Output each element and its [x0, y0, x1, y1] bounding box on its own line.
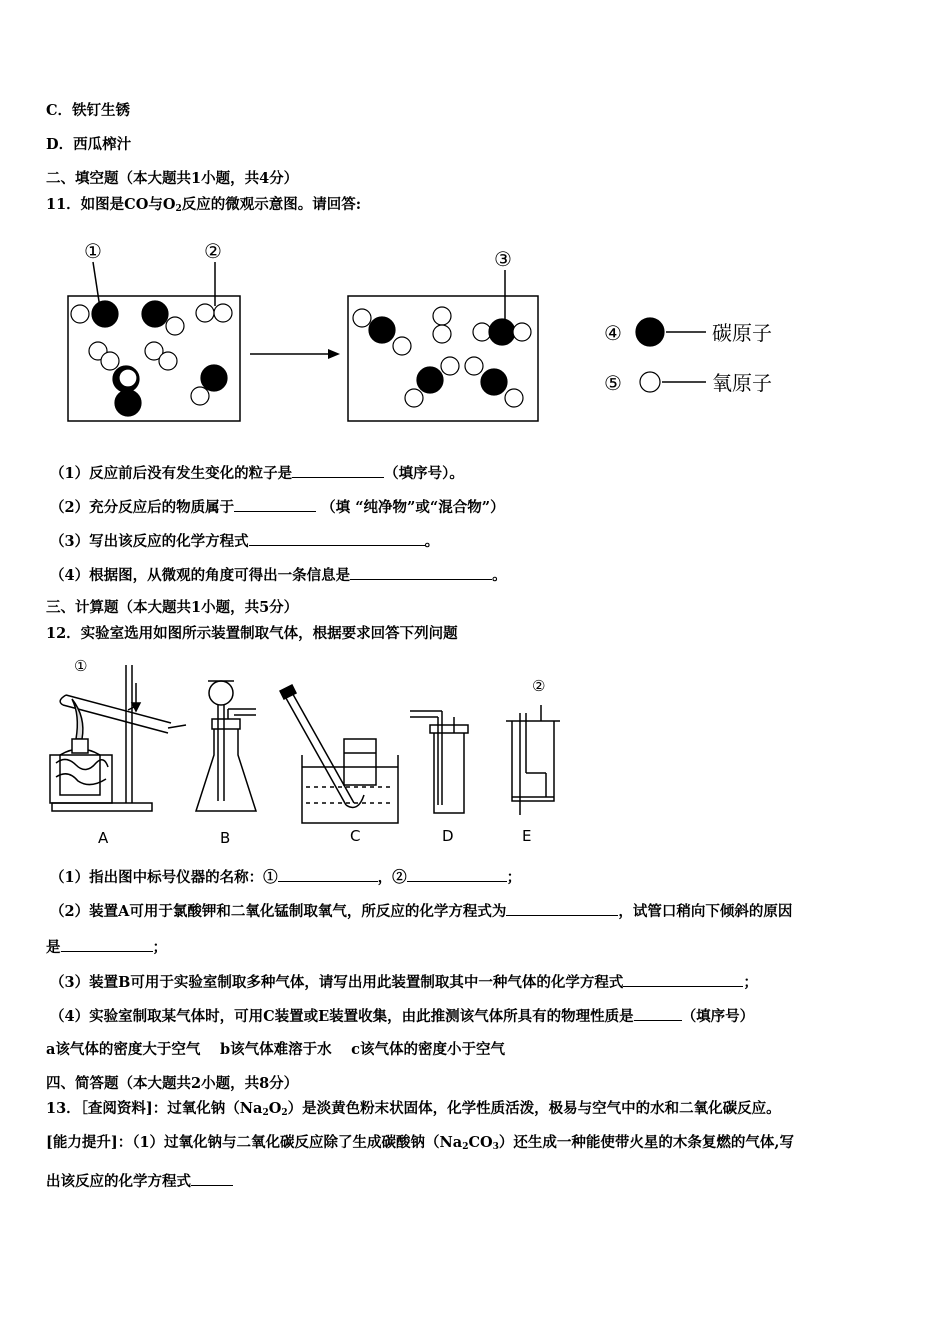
answer-blank[interactable] — [623, 971, 743, 987]
apparatus-d: D — [442, 827, 454, 845]
q12-sub2: （2）装置A可用于氯酸钾和二氧化锰制取氧气，所反应的化学方程式为 ，试管口稍向下倾斜的原因 — [50, 900, 792, 922]
answer-blank[interactable] — [634, 1005, 682, 1021]
answer-blank[interactable] — [292, 462, 384, 478]
q12-sub1: （1）指出图中标号仪器的名称：① ，② ； — [50, 866, 521, 888]
answer-blank[interactable] — [407, 866, 507, 882]
legend-oxygen: 氧原子 — [712, 371, 772, 395]
question-11-stem: 11．如图是CO与$O_2$反应的微观示意图。请回答: — [46, 196, 362, 214]
reaction-diagram — [60, 236, 790, 431]
q11-sub4: （4）根据图，从微观的角度可得出一条信息是 。 — [50, 564, 507, 586]
apparatus-label-2: ② — [532, 677, 546, 695]
answer-blank[interactable] — [350, 564, 492, 580]
apparatus-e: E — [522, 827, 532, 845]
option-c: C．铁钉生锈 — [46, 102, 131, 119]
label-1: ① — [84, 239, 102, 263]
section-heading-calc: 三、计算题（本大题共1小题，共5分） — [46, 599, 299, 616]
apparatus-c: C — [350, 827, 361, 845]
section-heading-fill: 二、填空题（本大题共1小题，共4分） — [46, 170, 299, 187]
q11-sub1: （1）反应前后没有发生变化的粒子是 （填序号）。 — [50, 462, 464, 484]
section-heading-short: 四、简答题（本大题共2小题，共8分） — [46, 1075, 299, 1092]
answer-blank[interactable] — [278, 866, 378, 882]
label-2: ② — [204, 239, 222, 263]
apparatus-label-1: ① — [74, 657, 88, 675]
legend-carbon: 碳原子 — [712, 321, 772, 345]
q12-options: a该气体的密度大于空气 b该气体难溶于水 c该气体的密度小于空气 — [46, 1041, 505, 1058]
q13-line2: [能力提升]：（1）过氧化钠与二氧化碳反应除了生成碳酸钠$(Na_2CO_3)$还生成一种能使带火星的木条复燃的气体,写 — [46, 1134, 794, 1152]
label-4: ④ — [604, 321, 622, 345]
question-12-stem: 12．实验室选用如图所示装置制取气体，根据要求回答下列问题 — [46, 625, 458, 642]
answer-blank[interactable] — [506, 900, 618, 916]
option-d: D．西瓜榨汁 — [46, 136, 132, 153]
apparatus-a: A — [98, 829, 109, 847]
answer-blank[interactable] — [234, 496, 316, 512]
answer-blank[interactable] — [61, 936, 153, 952]
q13-line1: 13．［查阅资料]：过氧化钠$(Na_2O_2)$是淡黄色粉末状固体，化学性质活泼，极易与空气中的水和二氧化碳反应。 — [46, 1100, 781, 1118]
q11-sub2: （2）充分反应后的物质属于 （填 “纯净物”或“混合物”） — [50, 496, 505, 518]
q11-sub3: （3）写出该反应的化学方程式 。 — [50, 530, 439, 552]
q12-sub2-cont: 是 ； — [46, 936, 167, 958]
label-5: ⑤ — [604, 371, 622, 395]
label-3: ③ — [494, 247, 512, 271]
q12-sub4: （4）实验室制取某气体时，可用C装置或E装置收集，由此推测该气体所具有的物理性质是 （填序号） — [50, 1005, 754, 1027]
q12-sub3: （3）装置B可用于实验室制取多种气体，请写出用此装置制取其中一种气体的化学方程式 ； — [50, 971, 758, 993]
apparatus-diagram — [46, 655, 586, 855]
q13-line3: 出该反应的化学方程式 — [46, 1170, 233, 1192]
apparatus-b: B — [220, 829, 231, 847]
answer-blank[interactable] — [249, 530, 425, 546]
answer-blank[interactable] — [191, 1170, 233, 1186]
